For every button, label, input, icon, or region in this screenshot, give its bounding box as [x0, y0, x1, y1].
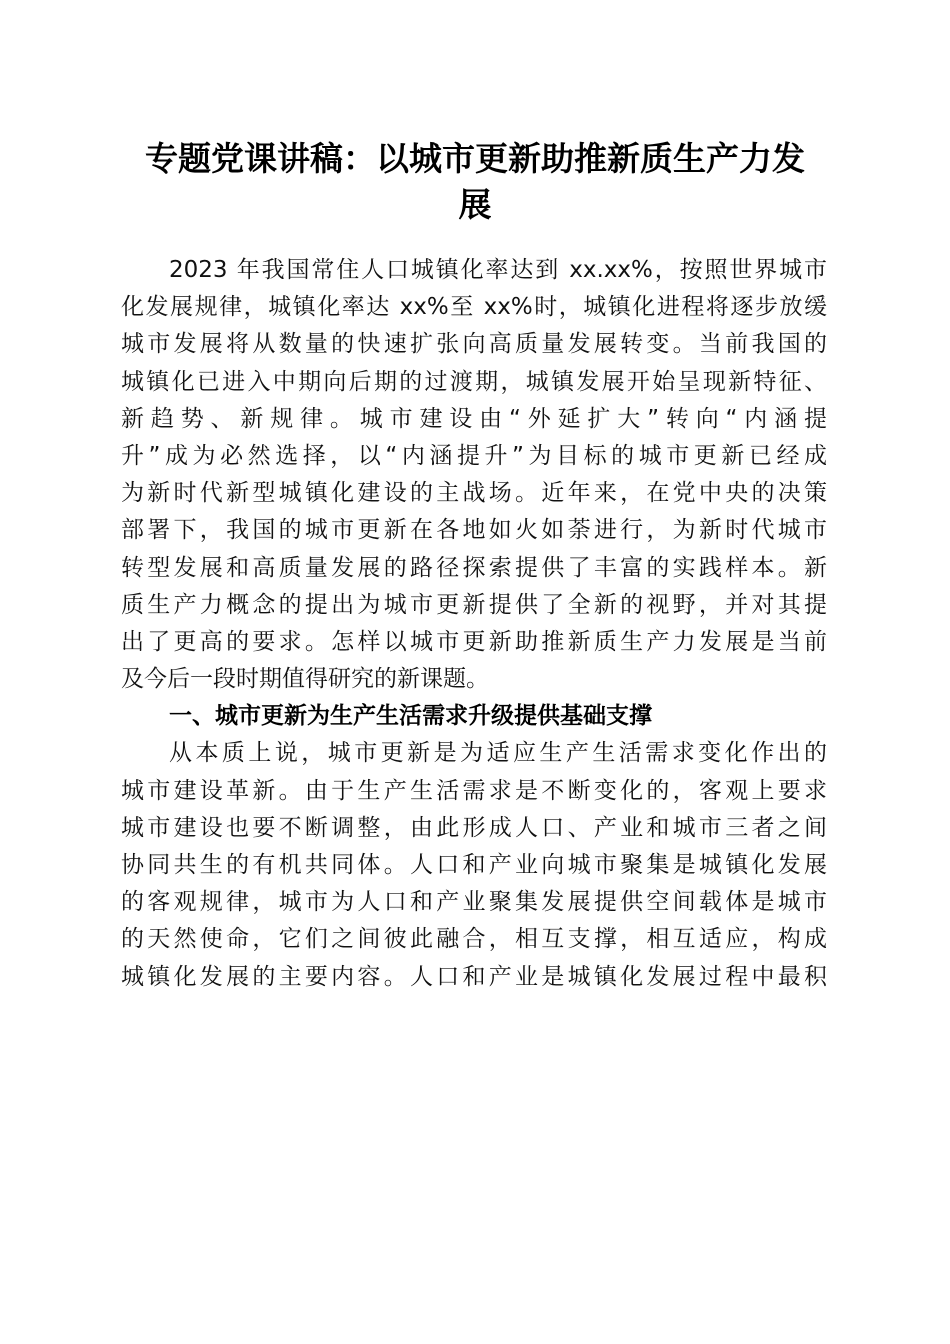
section-heading-1: 一、城市更新为生产生活需求升级提供基础支撑 [169, 703, 652, 730]
text-line: 出了更高的要求。怎样以城市更新助推新质生产力发展是当前 [121, 628, 827, 655]
text-line: 从本质上说，城市更新是为适应生产生活需求变化作出的 [169, 740, 827, 767]
text-line: 转型发展和高质量发展的路径探索提供了丰富的实践样本。新 [121, 554, 827, 581]
title-line-2: 展 [458, 185, 492, 224]
text-line: 的天然使命，它们之间彼此融合，相互支撑，相互适应，构成 [121, 926, 827, 953]
document-body [121, 252, 827, 996]
text-line: 城市发展将从数量的快速扩张向高质量发展转变。当前我国的 [121, 331, 827, 358]
text-line: 质生产力概念的提出为城市更新提供了全新的视野，并对其提 [121, 591, 827, 618]
text-line: 城市建设革新。由于生产生活需求是不断变化的，客观上要求 [121, 777, 827, 804]
text-line: 为新时代新型城镇化建设的主战场。近年来，在党中央的决策 [121, 480, 827, 507]
text-line: 城市建设也要不断调整，由此形成人口、产业和城市三者之间 [121, 814, 827, 841]
text-line: 化发展规律，城镇化率达 xx%至 xx%时，城镇化进程将逐步放缓 [121, 294, 827, 321]
paragraph-intro [121, 252, 827, 698]
text-line: 及今后一段时期值得研究的新课题。 [121, 666, 489, 693]
text-line: 2023 年我国常住人口城镇化率达到 xx.xx%，按照世界城市 [169, 257, 827, 283]
paragraph-section-1 [121, 735, 827, 995]
text-line: 升”成为必然选择，以“内涵提升”为目标的城市更新已经成 [121, 442, 827, 469]
text-line: 部署下，我国的城市更新在各地如火如荼进行，为新时代城市 [121, 517, 827, 544]
text-line: 协同共生的有机共同体。人口和产业向城市聚集是城镇化发展 [121, 852, 827, 878]
text-line: 城镇化发展的主要内容。人口和产业是城镇化发展过程中最积 [121, 963, 827, 990]
text-line: 新趋势、新规律。城市建设由“外延扩大”转向“内涵提 [121, 405, 827, 432]
text-line: 城镇化已进入中期向后期的过渡期，城镇发展开始呈现新特征、 [121, 368, 827, 395]
document-title [100, 136, 850, 228]
text-line: 的客观规律，城市为人口和产业聚集发展提供空间载体是城市 [121, 889, 827, 916]
title-line-1: 专题党课讲稿：以城市更新助推新质生产力发 [145, 139, 805, 178]
